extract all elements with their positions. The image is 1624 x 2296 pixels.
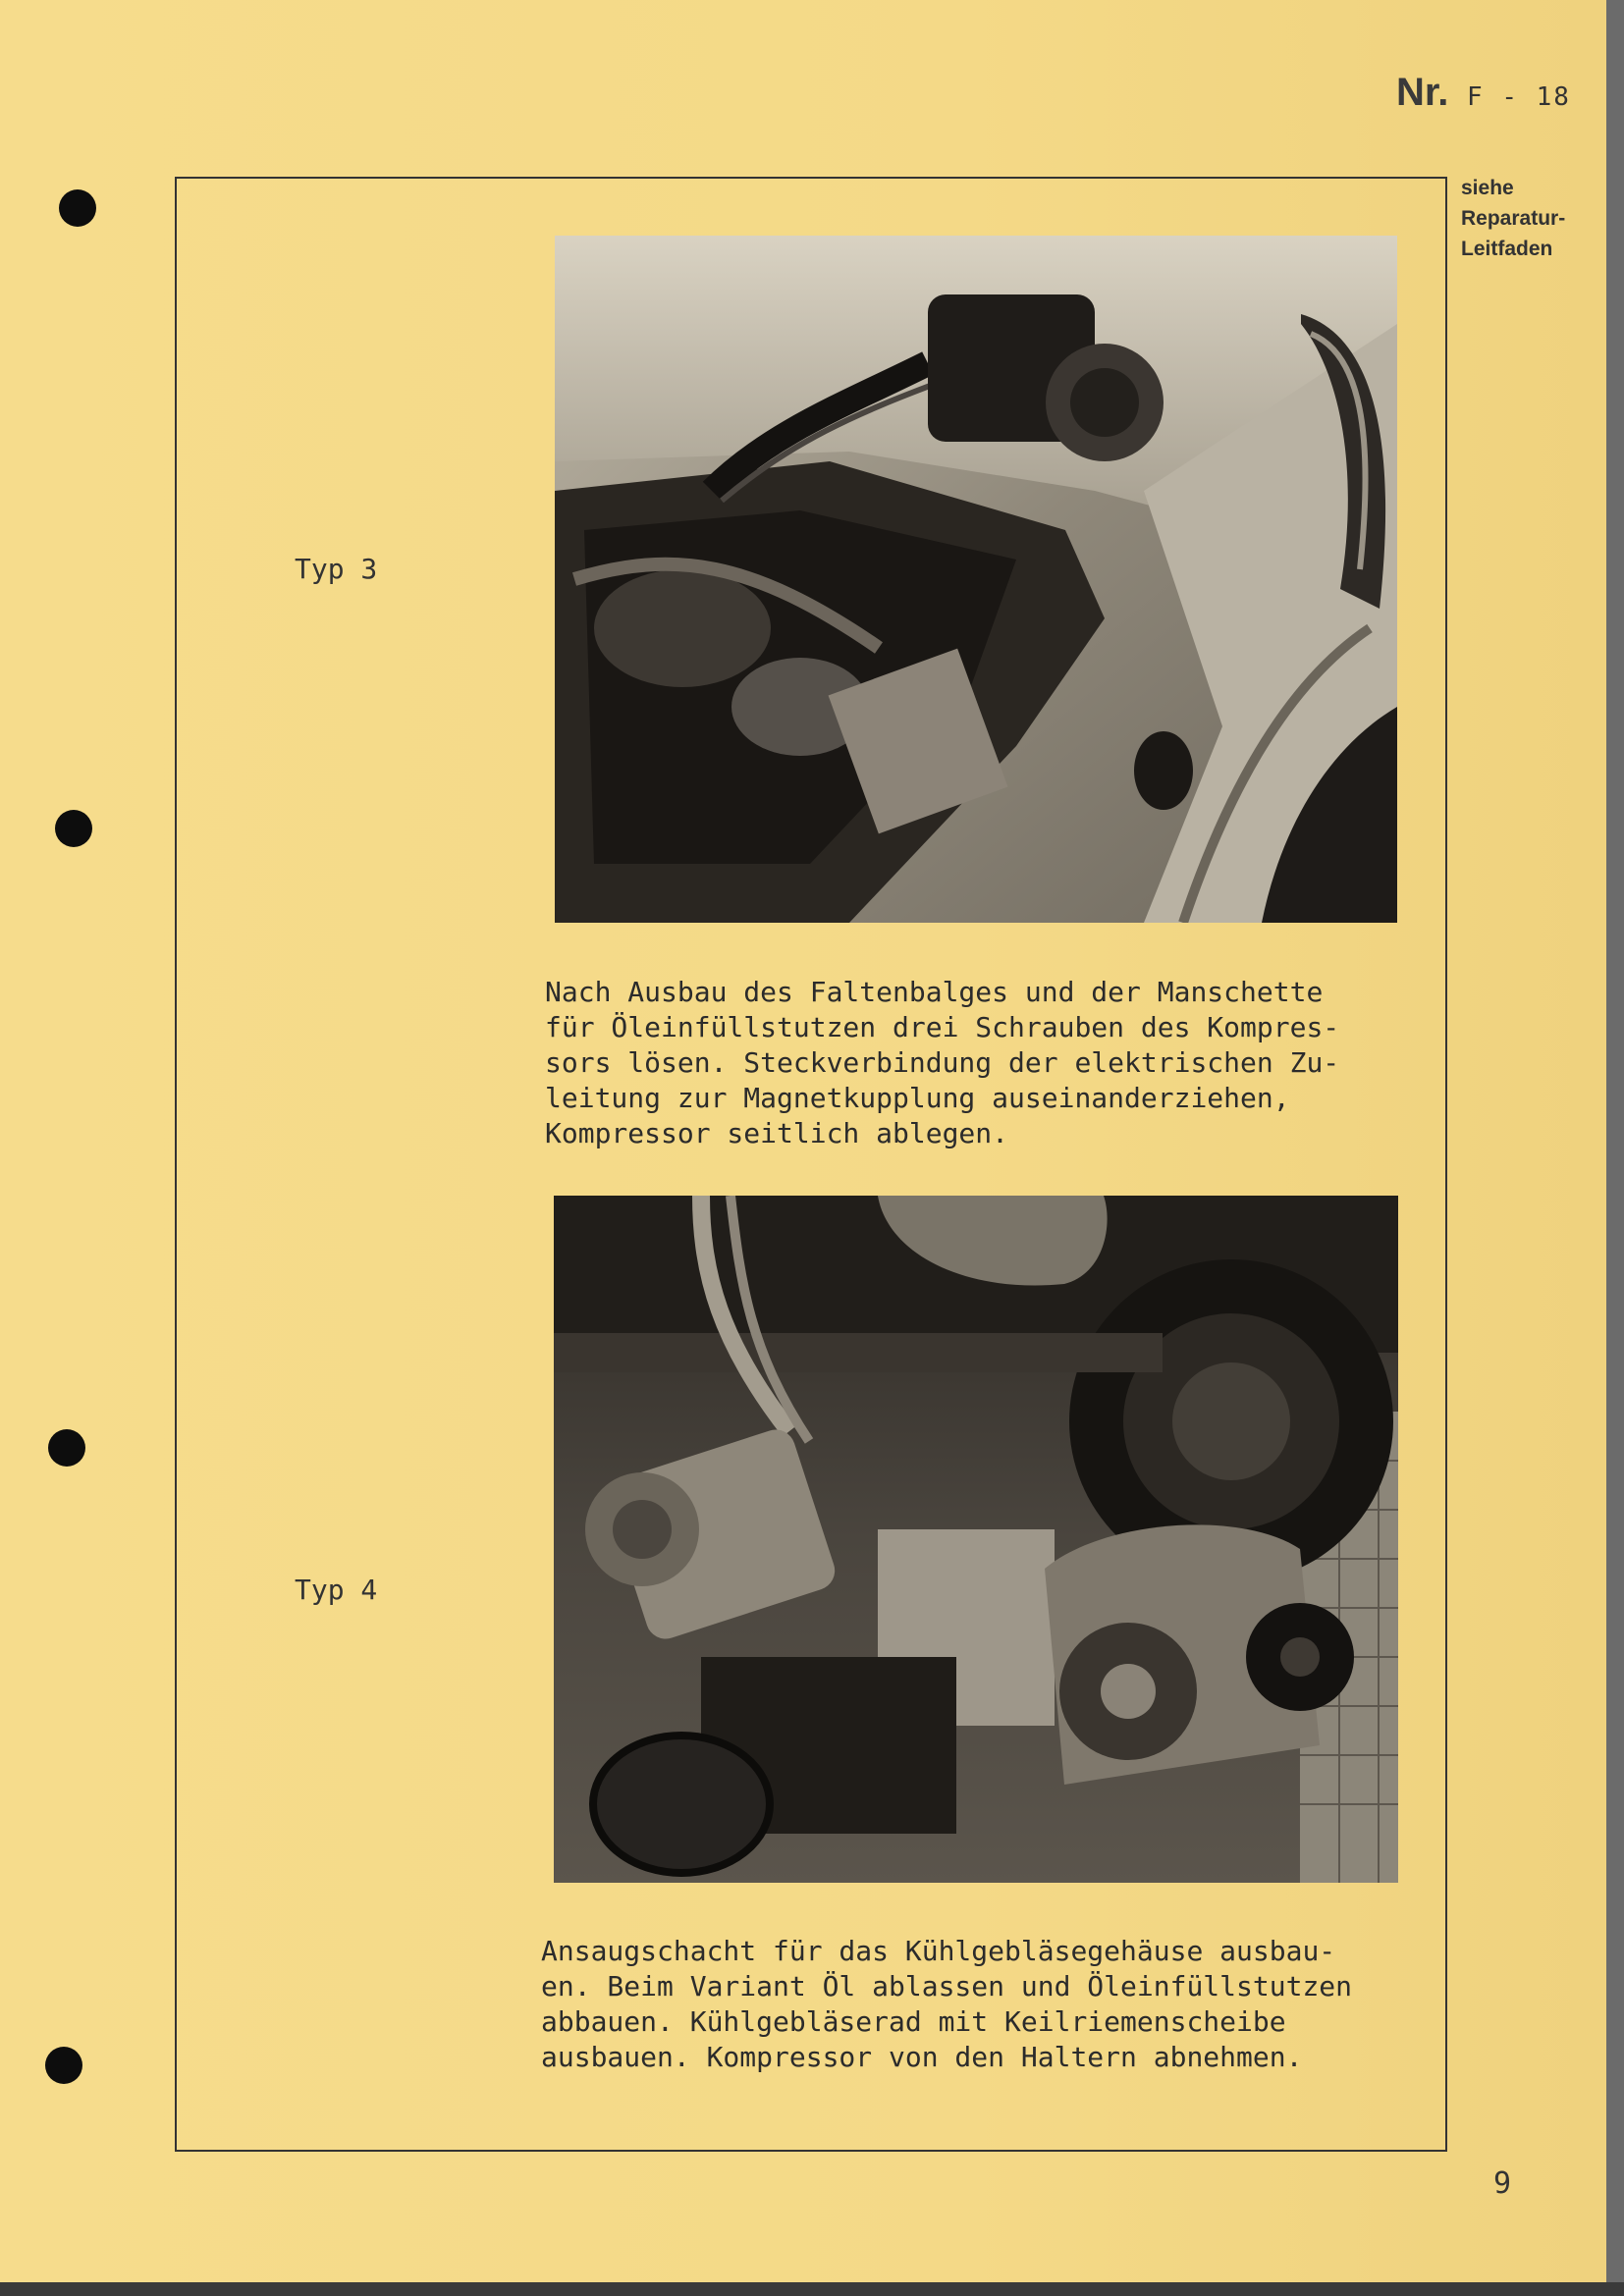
punch-hole — [45, 2047, 82, 2084]
photo-typ3-graphic — [555, 236, 1397, 923]
punch-hole — [59, 189, 96, 227]
caption-line: für Öleinfüllstutzen drei Schrauben des Kompres- — [545, 1011, 1340, 1043]
caption-line: abbauen. Kühlgebläserad mit Keilriemenscheibe — [541, 2005, 1286, 2038]
scan-right-edge — [1606, 0, 1624, 2296]
caption-line: sors lösen. Steckverbindung der elektrischen Zu- — [545, 1046, 1340, 1079]
caption-line: leitung zur Magnetkupplung auseinanderziehen, — [545, 1082, 1290, 1114]
side-note-line: Leitfaden — [1461, 238, 1553, 260]
caption-typ3 — [545, 975, 1339, 1151]
caption-typ4 — [541, 1934, 1352, 2075]
caption-line: Nach Ausbau des Faltenbalges und der Manschette — [545, 976, 1324, 1008]
nr-label: Nr. — [1396, 71, 1449, 114]
side-note-line: siehe — [1461, 177, 1514, 199]
type-label-typ4: Typ 4 — [295, 1574, 378, 1606]
punch-hole — [48, 1429, 85, 1467]
doc-code: F - 18 — [1467, 82, 1571, 112]
caption-line: en. Beim Variant Öl ablassen und Öleinfüllstutzen — [541, 1970, 1353, 2002]
type-label-typ3: Typ 3 — [295, 553, 378, 585]
page-number: 9 — [1493, 2166, 1512, 2201]
scan-bottom-edge — [0, 2282, 1624, 2296]
caption-line: Kompressor seitlich ablegen. — [545, 1117, 1009, 1149]
caption-line: ausbauen. Kompressor von den Haltern abnehmen. — [541, 2041, 1303, 2073]
photo-typ4-graphic — [554, 1196, 1398, 1883]
photo-typ4-underside — [554, 1196, 1398, 1883]
side-note — [1461, 173, 1565, 264]
photo-typ3-engine-compartment — [555, 236, 1397, 923]
document-number — [1396, 71, 1571, 115]
caption-line: Ansaugschacht für das Kühlgebläsegehäuse ausbau- — [541, 1935, 1336, 1967]
punch-hole — [55, 810, 92, 847]
side-note-line: Reparatur- — [1461, 207, 1566, 230]
